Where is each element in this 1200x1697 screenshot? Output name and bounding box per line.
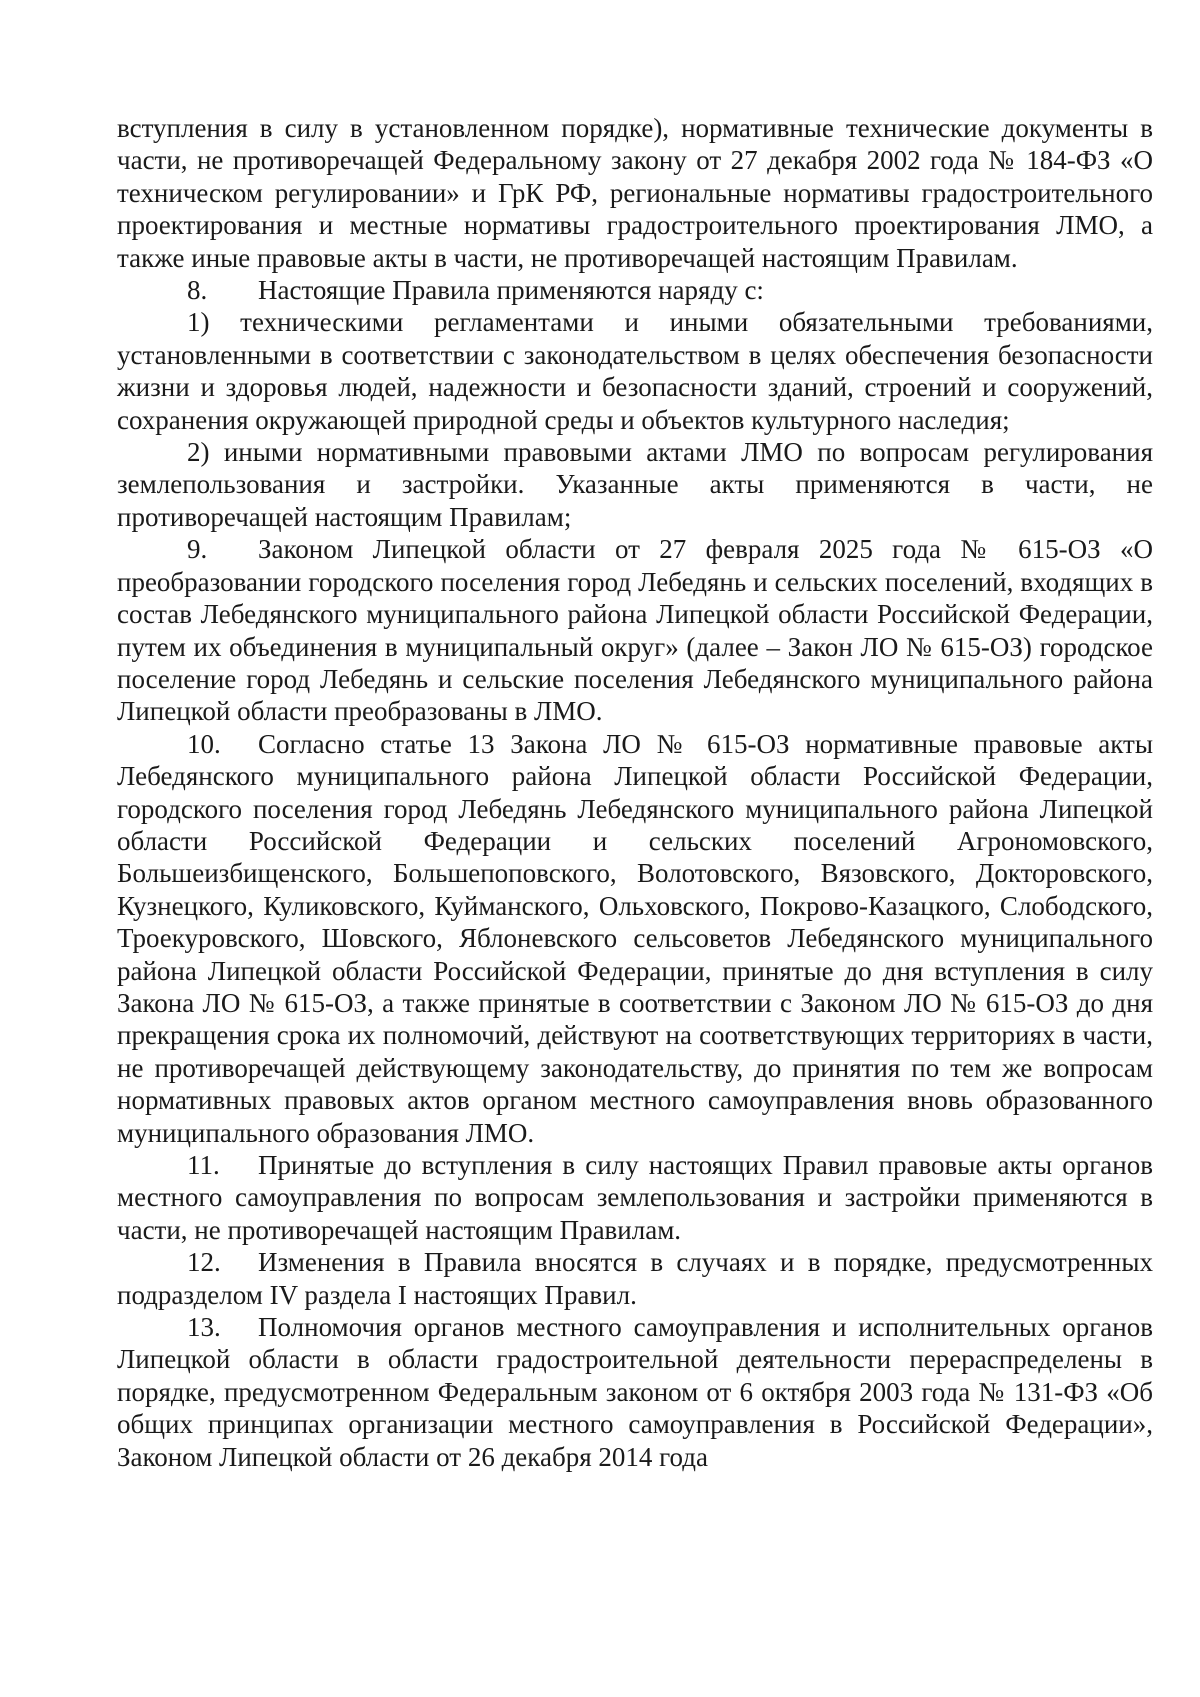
list-item-1 xyxy=(117,306,1153,436)
paragraph-number: 11. xyxy=(187,1150,220,1180)
paragraph-number: 13. xyxy=(187,1312,221,1343)
paragraph-text: Законом Липецкой области от 27 февраля 2025 года № 615-ОЗ «О преобразовании городского поселения город Лебедянь и сельских поселений, входящих в состав Лебедянского муниципального района Липецкой области Российской Федерации, путем их объединения в муниципальный округ» (далее – Закон ЛО № 615-ОЗ) городское поселение город Лебедянь и сельские поселения Лебедянского муниципального района Липецкой области преобразованы в ЛМО. xyxy=(117,534,1153,727)
paragraph-number: 12. xyxy=(187,1247,221,1278)
paragraph-continuation xyxy=(117,112,1153,274)
paragraph-text: Настоящие Правила применяются наряду с: xyxy=(258,275,764,306)
paragraph-12 xyxy=(117,1246,1153,1311)
paragraph-number: 9. xyxy=(187,534,208,565)
paragraph-10 xyxy=(117,728,1153,1149)
paragraph-8 xyxy=(117,274,1153,306)
paragraph-text: Изменения в Правила вносятся в случаях и в порядке, предусмотренных подразделом IV раздела I настоящих Правил. xyxy=(117,1247,1153,1310)
paragraph-text: Полномочия органов местного самоуправления и исполнительных органов Липецкой области в области градостроительной деятельности перераспределены в порядке, предусмотренном Федеральным законом от 6 октября 2003 года № 131-ФЗ «Об общих принципах организации местного самоуправления в Российской Федерации», Законом Липецкой области от 26 декабря 2014 года xyxy=(117,1312,1153,1472)
paragraph-13 xyxy=(117,1311,1153,1473)
list-item-text: 1) техническими регламентами и иными обязательными требованиями, установленными в соответствии с законодательством в целях обеспечения безопасности жизни и здоровья людей, надежности и безопасности зданий, строений и сооружений, сохранения окружающей природной среды и объектов культурного наследия; xyxy=(117,307,1153,435)
list-item-text: 2) иными нормативными правовыми актами ЛМО по вопросам регулирования землепользования и застройки. Указанные акты применяются в части, не противоречащей настоящим Правилам; xyxy=(117,437,1153,532)
paragraph-9 xyxy=(117,533,1153,727)
paragraph-11 xyxy=(117,1149,1153,1246)
list-item-2 xyxy=(117,436,1153,533)
paragraph-text: Согласно статье 13 Закона ЛО № 615-ОЗ нормативные правовые акты Лебедянского муниципального района Липецкой области Российской Федерации, городского поселения город Лебедянь Лебедянского муниципального района Липецкой области Российской Федерации и сельских поселений Агрономовского, Большеизбищенского, Большепоповского, Волотовского, Вязовского, Докторовского, Кузнецкого, Куликовского, Куйманского, Ольховского, Покрово-Казацкого, Слободского, Троекуровского, Шовского, Яблоневского сельсоветов Лебедянского муниципального района Липецкой области Российской Федерации, принятые до дня вступления в силу Закона ЛО № 615-ОЗ, а также принятые в соответствии с Законом ЛО № 615-ОЗ до дня прекращения срока их полномочий, действуют на соответствующих территориях в части, не противоречащей действующему законодательству, до принятия по тем же вопросам нормативных правовых актов органом местного самоуправления вновь образованного муниципального образования ЛМО. xyxy=(117,728,1153,1148)
paragraph-text: вступления в силу в установленном порядке), нормативные технические документы в части, не противоречащей Федеральному закону от 27 декабря 2002 года № 184-ФЗ «О техническом регулировании» и ГрК РФ, региональные нормативы градостроительного проектирования и местные нормативы градостроительного проектирования ЛМО, а также иные правовые акты в части, не противоречащей настоящим Правилам. xyxy=(117,113,1153,273)
paragraph-number: 10. xyxy=(187,728,221,759)
paragraph-number: 8. xyxy=(187,275,208,306)
document-page xyxy=(117,112,1153,1473)
paragraph-text: Принятые до вступления в силу настоящих Правил правовые акты органов местного самоуправления по вопросам землепользования и застройки применяются в части, не противоречащей настоящим Правилам. xyxy=(117,1150,1153,1245)
